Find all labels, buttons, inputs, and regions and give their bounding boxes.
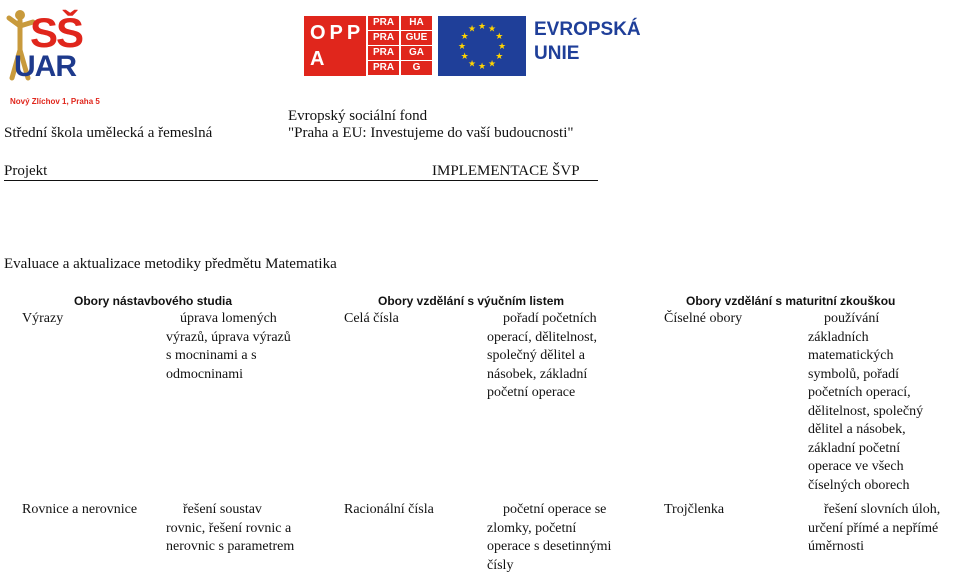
topic-trojclenka: Trojčlenka bbox=[664, 502, 725, 517]
star-icon: ★ bbox=[467, 58, 477, 69]
project-name: IMPLEMENTACE ŠVP bbox=[432, 163, 580, 179]
content-trojclenka bbox=[808, 501, 940, 557]
project-label: Projekt bbox=[4, 163, 48, 179]
content-line: výrazů, úprava výrazů bbox=[166, 329, 291, 345]
star-icon: ★ bbox=[487, 23, 497, 34]
content-line: početní operace se bbox=[503, 502, 607, 517]
fund-motto: "Praha a EU: Investujeme do vaší budoucnosti" bbox=[288, 125, 574, 141]
eu-flag-icon bbox=[438, 16, 526, 76]
star-icon: ★ bbox=[460, 31, 469, 41]
content-line: číselných oborech bbox=[808, 477, 910, 493]
content-line: základních bbox=[808, 329, 869, 345]
praha-cell: PRA bbox=[368, 46, 399, 60]
content-line: dělitelnost, společný bbox=[808, 403, 924, 419]
content-racionalni-cisla bbox=[487, 501, 611, 575]
content-line: rovnic, řešení rovnic a bbox=[166, 520, 292, 536]
star-icon: ★ bbox=[477, 61, 487, 71]
content-line: úměrnosti bbox=[808, 539, 864, 554]
content-line: řešení soustav bbox=[183, 502, 262, 517]
star-icon: ★ bbox=[487, 58, 497, 69]
praha-grid bbox=[368, 16, 432, 76]
topic-rovnice: Rovnice a nerovnice bbox=[22, 502, 138, 517]
content-vyrazy bbox=[166, 310, 291, 384]
content-line: úprava lomených bbox=[179, 311, 277, 326]
topic-cela-cisla: Celá čísla bbox=[344, 311, 399, 326]
content-line: odmocninami bbox=[166, 366, 243, 382]
content-line: zlomky, početní bbox=[487, 520, 577, 536]
column-heading-maturita: Obory vzdělání s maturitní zkouškou bbox=[686, 294, 896, 308]
content-line: násobek, základní bbox=[487, 366, 588, 382]
school-name: Střední škola umělecká a řemeslná bbox=[4, 125, 213, 141]
opp-block bbox=[304, 16, 366, 76]
topic-ciselne-obory: Číselné obory bbox=[664, 311, 743, 326]
content-line: symbolů, pořadí bbox=[808, 366, 899, 382]
content-line: matematických bbox=[808, 348, 894, 363]
content-line: čísly bbox=[487, 557, 514, 573]
document-title: Evaluace a aktualizace metodiky předmětu Matematika bbox=[4, 256, 337, 272]
content-line: operací, dělitelnost, bbox=[487, 329, 598, 345]
opp-eu-logo bbox=[304, 16, 652, 78]
content-line: společný dělitel a bbox=[487, 348, 585, 363]
star-icon: ★ bbox=[467, 23, 477, 34]
column-heading-vucni-list: Obory vzdělání s výučním listem bbox=[378, 294, 565, 308]
star-icon: ★ bbox=[495, 51, 504, 61]
star-icon: ★ bbox=[495, 31, 504, 41]
content-line: s mocninami a s bbox=[166, 348, 257, 363]
star-icon: ★ bbox=[457, 41, 467, 51]
topic-vyrazy: Výrazy bbox=[22, 311, 64, 326]
school-logo-address: Nový Zlíchov 1, Praha 5 bbox=[10, 97, 100, 106]
content-ciselne-obory bbox=[808, 310, 923, 495]
eu-text-line2: UNIE bbox=[534, 43, 580, 64]
school-logo-ss: SŠ bbox=[30, 9, 83, 56]
content-line: operace s desetinnými bbox=[487, 539, 612, 554]
fund-name: Evropský sociální fond bbox=[288, 108, 428, 124]
content-line: pořadí početních bbox=[503, 311, 597, 326]
opp-text: OPP bbox=[310, 22, 365, 44]
content-line: základní početní bbox=[808, 440, 901, 456]
content-line: operace ve všech bbox=[808, 459, 904, 474]
column-heading-nastavbove: Obory nástavbového studia bbox=[74, 294, 233, 308]
praha-cell: PRA bbox=[368, 16, 399, 30]
content-line: používání bbox=[824, 311, 880, 326]
content-line: nerovnic s parametrem bbox=[166, 539, 295, 554]
star-icon: ★ bbox=[497, 41, 507, 51]
content-line: početních operací, bbox=[808, 385, 911, 400]
content-line: početní operace bbox=[487, 385, 576, 400]
eu-text-line1: EVROPSKÁ bbox=[534, 19, 641, 40]
star-icon: ★ bbox=[477, 21, 487, 31]
content-line: určení přímé a nepřímé bbox=[808, 520, 939, 536]
header-underline bbox=[4, 180, 598, 181]
content-cela-cisla bbox=[487, 310, 597, 403]
praha-cell: G bbox=[401, 61, 432, 75]
content-rovnice bbox=[166, 501, 294, 557]
school-logo-uar: UAR bbox=[14, 50, 76, 83]
school-logo bbox=[4, 6, 100, 106]
praha-cell: PRA bbox=[368, 61, 399, 75]
praha-cell: HA bbox=[401, 16, 432, 30]
praha-cell: GUE bbox=[401, 31, 432, 45]
topic-racionalni-cisla: Racionální čísla bbox=[344, 502, 434, 517]
content-line: řešení slovních úloh, bbox=[824, 502, 941, 517]
content-line: dělitel a násobek, bbox=[808, 422, 906, 437]
star-icon: ★ bbox=[460, 51, 469, 61]
praha-cell: PRA bbox=[368, 31, 399, 45]
opp-a-text: A bbox=[310, 48, 325, 70]
praha-cell: GA bbox=[401, 46, 432, 60]
eu-text bbox=[534, 18, 641, 66]
